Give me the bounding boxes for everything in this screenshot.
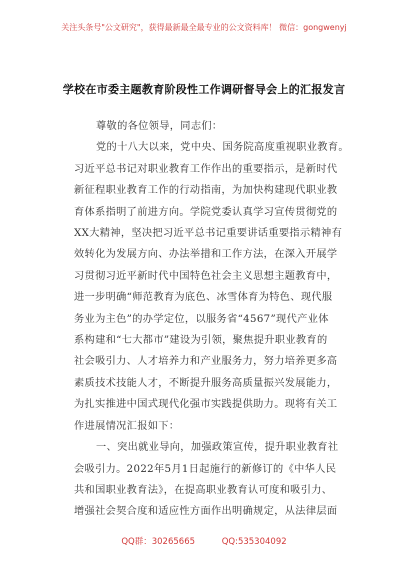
body-line: 会吸引力。2022年5月1日起施行的新修订的《中华人民 [74, 463, 337, 475]
qq-group-text: QQ群：30265665 [121, 537, 196, 547]
greeting-line: 尊敬的各位领导，同志们： [96, 121, 223, 132]
body-line: 共和国职业教育法》，在提高职业教育认可度和吸引力、 [74, 484, 333, 496]
body-line: 素质技术技能人才，不断提升服务高质量振兴发展能力， [74, 377, 338, 389]
qq-text: QQ:535304092 [221, 537, 287, 547]
body-line: 务业为主色”的办学定位，以服务省“4567”现代产业体 [74, 313, 329, 325]
body-line: 社会吸引力、人才培养力和产业服务力，努力培养更多高 [74, 356, 338, 368]
document-body [74, 116, 356, 523]
body-line: 新征程职业教育工作的行动指南，为加快构建现代职业教 [74, 185, 338, 197]
section-heading-line: 一、突出就业导向，加强政策宣传，提升职业教育社 [96, 442, 339, 454]
footer-contact [0, 535, 408, 547]
body-line: 习贯彻习近平新时代中国特色社会主义思想主题教育中， [74, 270, 338, 282]
body-line: 习近平总书记对职业教育工作作出的重要指示，是新时代 [74, 163, 338, 175]
body-line: 党的十八大以来，党中央、国务院高度重视职业教育。 [96, 142, 349, 154]
header-promo-note: 关注头条号"公文研究"，获得最新最全最专业的公文资料库！ 微信：gongwenyj [61, 23, 347, 32]
body-line: 系构建和“七大都市”建设为引领，聚焦提升职业教育的 [74, 335, 328, 347]
body-line: 为扎实推进中国式现代化强市实践提供助力。现将有关工 [74, 399, 338, 411]
body-line: 作进展情况汇报如下： [74, 420, 180, 432]
body-line: 效转化为发展方向、办法举措和工作方法，在深入开展学 [74, 249, 338, 261]
body-line: 育体系指明了前进方向。学院党委认真学习宣传贯彻党的 [74, 206, 338, 218]
document-title: 学校在市委主题教育阶段性工作调研督导会上的汇报发言 [62, 83, 346, 96]
body-line: 增强社会契合度和适应性方面作出明确规定，从法律层面 [74, 506, 338, 518]
body-line: 进一步明确“师范教育为底色、冰雪体育为特色、现代服 [74, 292, 333, 304]
body-line: XX大精神，坚决把习近平总书记重要讲话重要指示精神有 [74, 228, 343, 240]
